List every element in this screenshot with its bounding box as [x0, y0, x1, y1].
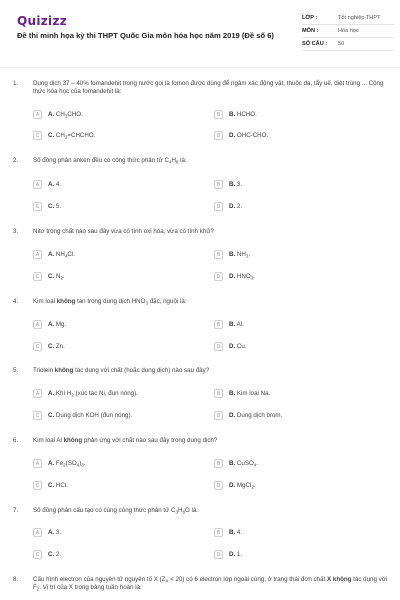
answer-option-a[interactable] — [33, 109, 83, 120]
option-letter-box: C — [33, 481, 42, 490]
option-text: D. Cu. — [229, 343, 247, 350]
option-letter-box: D — [214, 272, 223, 281]
option-letter-box: B — [214, 389, 223, 398]
option-letter-box: C — [33, 550, 42, 559]
answer-option-b[interactable] — [214, 249, 250, 260]
option-text: B. CuSO$_4$. — [229, 460, 259, 468]
header-divider — [0, 67, 400, 68]
option-text: D. Dung dịch brom. — [229, 412, 283, 419]
answer-option-a[interactable] — [33, 249, 75, 260]
question-text: Kim loại Al không phản ứng với chất nào sau đây trong dung dịch? — [33, 437, 218, 444]
option-text: B. 3. — [229, 181, 243, 188]
question-number: 1. — [13, 80, 19, 87]
option-letter-box: B — [214, 250, 223, 259]
answer-option-c[interactable] — [33, 130, 95, 141]
option-text: C. Zn. — [48, 343, 65, 350]
answer-option-b[interactable] — [214, 179, 242, 190]
option-text: C. HCl. — [48, 482, 68, 489]
option-letter-box: B — [214, 528, 223, 537]
option-text: C. $N_2$. — [48, 273, 65, 281]
meta-row-subject — [302, 25, 394, 38]
option-text: B. $NH_3$. — [229, 251, 251, 259]
option-letter-box: C — [33, 342, 42, 351]
option-text: A. $CH_3CHO$. — [48, 111, 83, 119]
answer-option-a[interactable] — [33, 388, 138, 399]
answer-option-c[interactable] — [33, 410, 132, 421]
option-text: D. 1. — [229, 551, 243, 558]
option-letter-box: B — [214, 110, 223, 119]
option-letter-box: B — [214, 180, 223, 189]
option-letter-box: D — [214, 550, 223, 559]
question-number: 5. — [13, 367, 19, 374]
option-text: A. $NH_4Cl$. — [48, 251, 75, 259]
option-text: B. 4. — [229, 529, 243, 536]
option-letter-box: D — [214, 202, 223, 211]
option-text: C. $CH_2=CHCHO$. — [48, 132, 96, 140]
option-text: A. Khí $H_2$ (xúc tác Ni, đun nóng). — [48, 390, 138, 398]
answer-option-d[interactable] — [214, 271, 255, 282]
question-number: 6. — [13, 437, 19, 444]
option-text: B. HCHO. — [229, 111, 257, 118]
answer-option-d[interactable] — [214, 480, 256, 491]
question-text: Nitơ trong chất nào sau đây vừa có tính oxi hóa, vừa có tính khử? — [33, 228, 214, 235]
meta-label: MÔN : — [302, 28, 319, 34]
answer-option-b[interactable] — [214, 527, 242, 538]
meta-value: Tốt nghiệp THPT — [338, 15, 381, 21]
question-number: 8. — [13, 576, 19, 583]
meta-value: 50 — [338, 41, 345, 47]
meta-row-class — [302, 12, 394, 25]
option-letter-box: A — [33, 110, 42, 119]
answer-option-b[interactable] — [214, 319, 244, 330]
question-text: Triolein không tác dụng với chất (hoặc dung dịch) nào sau đây? — [33, 367, 210, 374]
option-letter-box: C — [33, 202, 42, 211]
option-text: C. Dung dịch KOH (đun nóng). — [48, 412, 133, 419]
option-letter-box: A — [33, 180, 42, 189]
option-text: B. Kim loại Na. — [229, 390, 271, 397]
answer-option-c[interactable] — [33, 549, 61, 560]
answer-option-a[interactable] — [33, 319, 66, 330]
meta-value: Hóa học — [338, 28, 359, 34]
option-letter-box: C — [33, 411, 42, 420]
answer-option-c[interactable] — [33, 271, 65, 282]
answer-option-c[interactable] — [33, 480, 68, 491]
option-text: B. Al. — [229, 321, 244, 328]
answer-option-b[interactable] — [214, 109, 257, 120]
quizizz-logo: Quizizz — [17, 14, 68, 28]
option-letter-box: D — [214, 411, 223, 420]
option-text: D. MgCl$_2$. — [229, 482, 256, 490]
answer-option-a[interactable] — [33, 527, 61, 538]
option-letter-box: A — [33, 389, 42, 398]
option-text: D. 2. — [229, 203, 243, 210]
answer-option-b[interactable] — [214, 388, 270, 399]
answer-option-d[interactable] — [214, 341, 247, 352]
option-letter-box: D — [214, 481, 223, 490]
option-letter-box: C — [33, 131, 42, 140]
question-number: 3. — [13, 228, 19, 235]
question-text: Cấu hình electron của nguyên tử nguyên tố X $(Z_X < 20)$ có 6 electron lớp ngoài cùng, ở trạng thái đơn chất X không tác dụng với $F_2$. Vị trí của X trong bảng tuần hoàn là: — [33, 576, 388, 592]
answer-option-d[interactable] — [214, 130, 268, 141]
question-text: Kim loại không tan trong dung dịch $HNO_3$ đặc, nguội là: — [33, 298, 187, 306]
worksheet-meta — [302, 12, 394, 51]
answer-option-d[interactable] — [214, 410, 282, 421]
question-number: 7. — [13, 507, 19, 514]
question-text: Dung dịch 37 – 40% fomandehit trong nước gọi là fomon được dùng để ngâm xác động vật, thuộc da, tẩy uế, diệt trùng ... Công thức hóa học của fomandehit là: — [33, 80, 384, 96]
option-letter-box: C — [33, 272, 42, 281]
meta-label: SỐ CÂU : — [302, 41, 328, 47]
question-text: Số đồng phân anken đều có công thức phân tử $C_4H_8$ là: — [33, 157, 187, 165]
option-text: D. OHC-CHO. — [229, 132, 269, 139]
question-number: 4. — [13, 298, 19, 305]
option-text: A. 4. — [48, 181, 62, 188]
option-letter-box: A — [33, 459, 42, 468]
option-text: C. 5. — [48, 203, 62, 210]
worksheet-title: Đề thi minh họa kỳ thi THPT Quốc Gia môn hóa học năm 2019 (Đề số 6) — [17, 31, 274, 40]
option-text: A. 3. — [48, 529, 62, 536]
answer-option-d[interactable] — [214, 549, 242, 560]
option-text: A. Mg. — [48, 321, 67, 328]
option-text: A. $Fe_2(SO_4)_3$. — [48, 460, 86, 468]
option-letter-box: B — [214, 320, 223, 329]
answer-option-c[interactable] — [33, 201, 61, 212]
option-letter-box: A — [33, 320, 42, 329]
option-letter-box: D — [214, 131, 223, 140]
option-letter-box: A — [33, 250, 42, 259]
answer-option-c[interactable] — [33, 341, 65, 352]
answer-option-b[interactable] — [214, 458, 258, 469]
option-text: C. 2. — [48, 551, 62, 558]
meta-row-count — [302, 38, 394, 51]
meta-label: LỚP : — [302, 15, 318, 21]
option-letter-box: A — [33, 528, 42, 537]
worksheet-header — [0, 0, 400, 66]
option-letter-box: D — [214, 342, 223, 351]
option-text: D. $HNO_3$. — [229, 273, 255, 281]
answer-option-a[interactable] — [33, 458, 86, 469]
question-number: 2. — [13, 157, 19, 164]
question-text: Số đồng phân cấu tạo có cùng công thức phân tử $C_3H_8O$ là: — [33, 507, 199, 515]
answer-option-a[interactable] — [33, 179, 61, 190]
option-letter-box: B — [214, 459, 223, 468]
answer-option-d[interactable] — [214, 201, 242, 212]
